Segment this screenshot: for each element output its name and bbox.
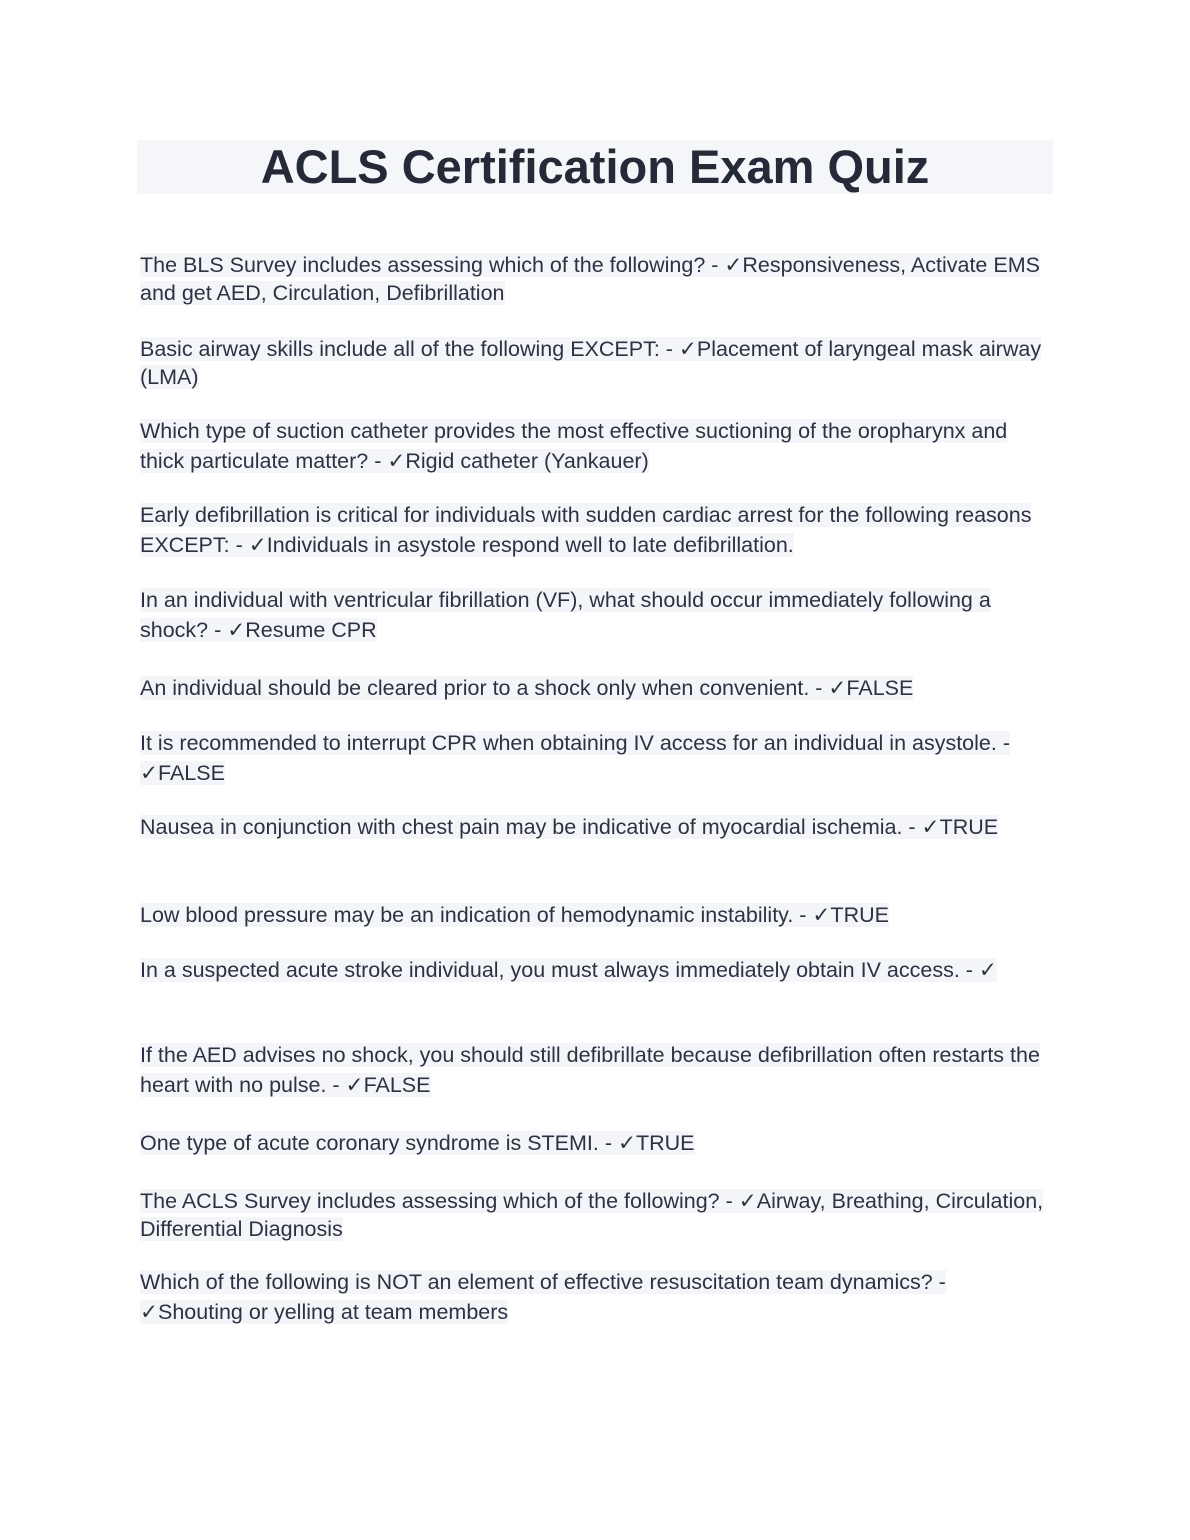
qa-text: If the AED advises no shock, you should still defibrillate because defibrillation often restarts the heart with no pulse. - ✓FALSE [140, 1043, 1040, 1097]
qa-text: Low blood pressure may be an indication of hemodynamic instability. - ✓TRUE [140, 903, 889, 927]
qa-text: The ACLS Survey includes assessing which of the following? - ✓Airway, Breathing, Circulation, Differential Diagnosis [140, 1189, 1044, 1241]
qa-text: In an individual with ventricular fibrillation (VF), what should occur immediately following a shock? - ✓Resume CPR [140, 588, 991, 642]
qa-text: It is recommended to interrupt CPR when obtaining IV access for an individual in asystole. - ✓FALSE [140, 731, 1010, 785]
page-title: ACLS Certification Exam Quiz [260, 140, 930, 193]
title-bar [137, 140, 1053, 194]
qa-item [140, 1129, 1050, 1157]
qa-text: In a suspected acute stroke individual, you must always immediately obtain IV access. - ✓ [140, 958, 997, 982]
qa-text: The BLS Survey includes assessing which of the following? - ✓Responsiveness, Activate EMS and get AED, Circulation, Defibrillation [140, 253, 1040, 305]
qa-text: Which of the following is NOT an element of effective resuscitation team dynamics? - ✓Shouting or yelling at team members [140, 1270, 946, 1324]
qa-item [140, 674, 1050, 702]
qa-item [140, 335, 1050, 391]
qa-item [140, 416, 1050, 476]
qa-text: Nausea in conjunction with chest pain may be indicative of myocardial ischemia. - ✓TRUE [140, 815, 999, 839]
qa-text: Basic airway skills include all of the following EXCEPT: - ✓Placement of laryngeal mask airway (LMA) [140, 337, 1042, 389]
qa-item [140, 955, 1050, 985]
qa-item [140, 812, 1050, 842]
qa-item [140, 585, 1050, 645]
qa-item [140, 901, 1050, 929]
qa-text: One type of acute coronary syndrome is STEMI. - ✓TRUE [140, 1131, 695, 1155]
qa-text: Early defibrillation is critical for individuals with sudden cardiac arrest for the following reasons EXCEPT: - ✓Individuals in asystole respond well to late defibrillation. [140, 503, 1032, 557]
qa-item [140, 1187, 1050, 1243]
qa-item [140, 500, 1050, 560]
qa-item [140, 1267, 1050, 1327]
qa-text: An individual should be cleared prior to a shock only when convenient. - ✓FALSE [140, 676, 914, 700]
qa-text: Which type of suction catheter provides the most effective suctioning of the oropharynx and thick particulate matter? - ✓Rigid catheter (Yankauer) [140, 419, 1008, 473]
qa-item [140, 251, 1050, 307]
qa-item [140, 1040, 1050, 1100]
qa-item [140, 728, 1050, 788]
